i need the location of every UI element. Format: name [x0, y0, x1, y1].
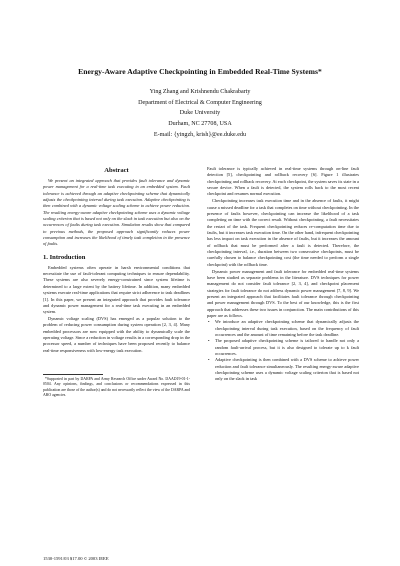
intro-paragraph-1: Embedded systems often operate in harsh environmental conditions that necessitate the use of fault-tolerant computing techniques to ensure dependability. These systems are also severely energy-constrained since system lifetime is determined to a large extent by the battery lifetime. In addition, many embedded systems execute real-time applications that require strict adherence to task deadlines [1]. In this paper, we present an integrated approach that provides fault tolerance and dynamic power management for a real-time task executing in an embedded system.: [43, 264, 190, 315]
contribution-text-2: The proposed adaptive checkpointing scheme is tailored to handle not only a random fault-arrival process, but it is also designed to tolerate up to k fault occurrences.: [215, 338, 359, 356]
author-department: Department of Electrical & Computer Engineering: [138, 99, 262, 106]
bullet-icon: •: [208, 319, 210, 325]
copyright-notice: 1530-1591/03 $17.00 © 2003 IEEE: [43, 556, 109, 561]
list-item: [207, 338, 359, 357]
abstract-text: We present an integrated approach that provides fault tolerance and dynamic power management for a real-time task executing in an embedded system. Fault tolerance is achieved through an adaptive checkpointing scheme that dynamically adjusts the checkpointing interval during task execution. Adaptive checkpointing is then combined with a dynamic voltage scaling scheme to achieve power reduction. The resulting energy-aware adaptive checkpointing scheme uses a dynamic voltage scaling criterion that is based not only on the slack in task execution but also on the occurrences of faults during task execution. Simulation results show that compared to previous methods, the proposed approach significantly reduces power consumption and increases the likelihood of timely task completion in the presence of faults.: [43, 178, 190, 247]
left-column: [43, 166, 190, 398]
abstract-heading: Abstract: [104, 167, 129, 174]
introduction-heading: 1. Introduction: [43, 253, 86, 261]
author-location: Durham, NC 27708, USA: [168, 121, 232, 128]
contribution-text-1: We introduce an adaptive checkpointing scheme that dynamically adjusts the checkpointing interval during task execution, based on the frequency of fault occurrences and the amount of time remaining before the task deadline.: [215, 319, 359, 337]
author-university: Duke University: [179, 110, 221, 117]
bullet-icon: •: [208, 357, 210, 363]
body-paragraph-3: Dynamic power management and fault tolerance for embedded real-time systems have been studied as separate problems in the literature. DVS techniques for power management do not consider fault tolerance [2, 3, 4], and checkpoint placement strategies for fault tolerance do not address dynamic power management [7, 8, 9]. We present an integrated approach that facilitates fault tolerance through checkpointing and power management through DVS. To the best of our knowledge, this is the first approach that addresses these two issues in conjunction. The main contributions of this paper are as follows.: [207, 268, 359, 318]
footnote: *Supported in part by DARPA and Army Research Office under Award No. DAAD19-01-1-0504. Any opinions, findings, and conclusions or recommendations expressed in this publication are those of the author(s) and do not necessarily reflect the view of the DARPA and ARO agencies.: [43, 377, 190, 397]
body-paragraph-1: Fault tolerance is typically achieved in real-time systems through on-line fault detection [5], checkpointing and rollback recovery [6]. Figure 1 illustrates checkpointing and rollback recovery. At each checkpoint, the system saves its state in a secure device. When a fault is detected, the system rolls back to the most recent checkpoint and resumes normal execution.: [207, 166, 359, 197]
author-email: E-mail: {yingzh, krish}@ee.duke.edu: [153, 131, 247, 138]
contributions-list: [207, 319, 359, 382]
list-item: [207, 357, 359, 382]
right-column: [207, 166, 359, 383]
author-block: [0, 87, 400, 141]
bullet-icon: •: [208, 338, 210, 344]
body-paragraph-2: Checkpointing increases task execution time and in the absence of faults, it might cause a missed deadline for a task that completes on time without checkpointing. In the presence of faults however, checkpointing can increase the likelihood of a task completing on time with the correct result. Without checkpointing, a fault necessitates the restart of the task. Frequent checkpointing reduces re-computation time due to faults, but it increases task execution time. On the other hand, infrequent checkpointing has less impact on task execution in the absence of faults, but it increases the amount of rollback that must be performed after a fault is detected. Therefore, the checkpointing interval, i.e., duration between two consecutive checkpoints, must be carefully chosen to balance checkpointing cost (the time needed to perform a single checkpoint) with the rollback time.: [207, 198, 359, 267]
footnote-rule: [43, 374, 103, 375]
contribution-text-3: Adaptive checkpointing is then combined with a DVS scheme to achieve power reduction and fault tolerance simultaneously. The resulting energy-aware adaptive checkpointing scheme uses a dynamic voltage scaling criterion that is based not only on the slack in task: [215, 357, 359, 382]
paper-title: Energy-Aware Adaptive Checkpointing in Embedded Real-Time Systems*: [78, 67, 322, 76]
list-item: [207, 319, 359, 338]
author-names: Ying Zhang and Krishnendu Chakrabarty: [149, 89, 251, 95]
intro-paragraph-2: Dynamic voltage scaling (DVS) has emerged as a popular solution to the problem of reducing power consumption during system operation [2, 3, 4]. Many embedded processors are now equipped with the ability to dynamically scale the operating voltage. Since a reduction in voltage results in a corresponding drop in the processor speed, a number of techniques have been proposed recently to balance real-time responsiveness with low-energy task execution.: [43, 316, 190, 353]
